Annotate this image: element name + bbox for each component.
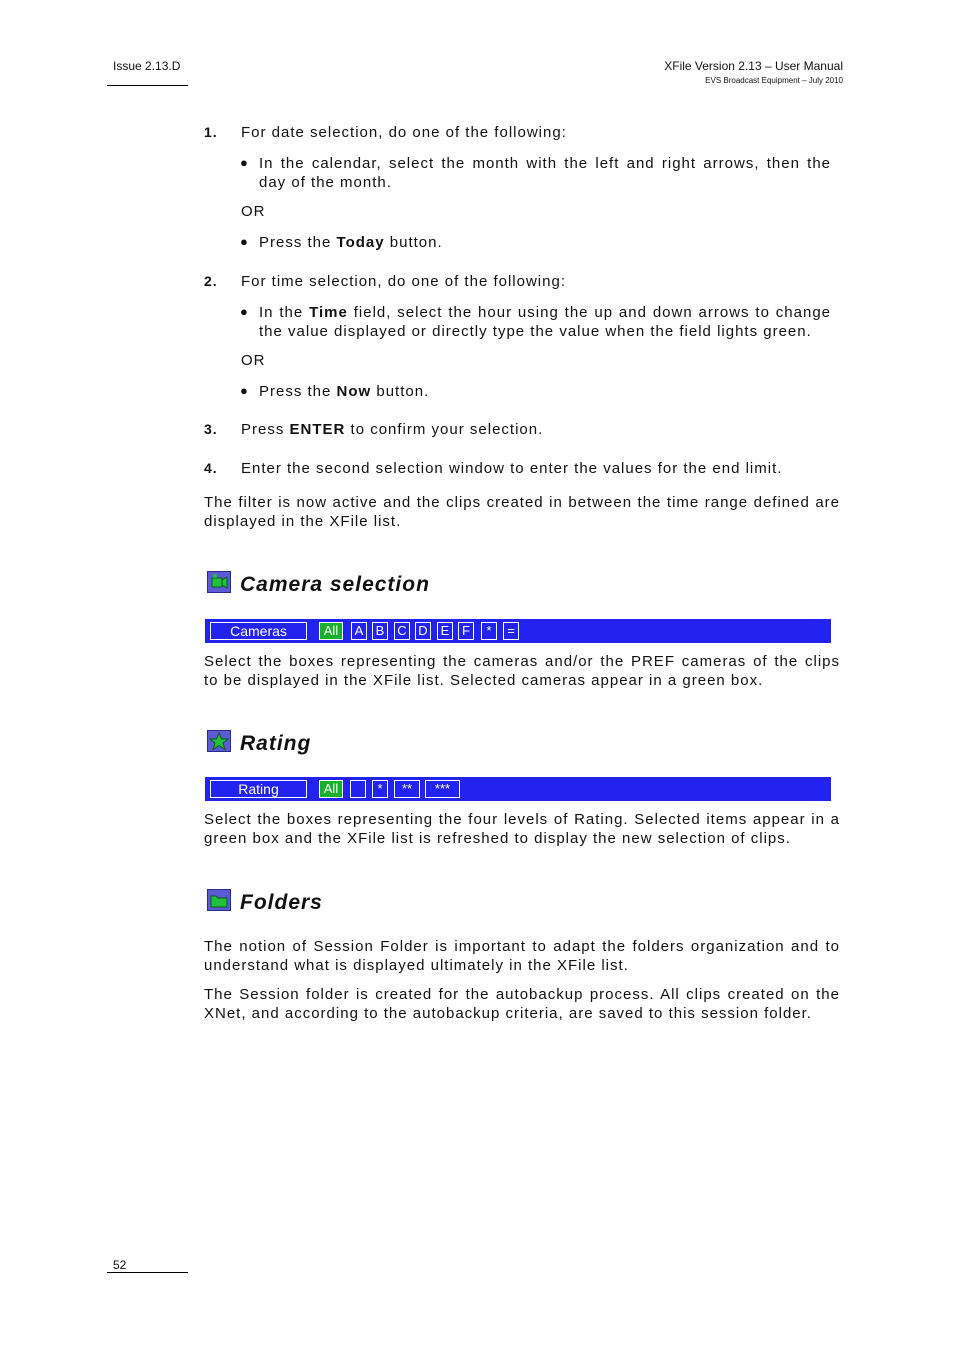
camera-selection-bar (205, 619, 831, 643)
bullet-icon: ● (240, 383, 248, 398)
step-3-text: Press ENTER to confirm your selection. (241, 421, 544, 438)
header-right (664, 59, 843, 85)
footer-rule (107, 1272, 188, 1273)
step-1-bullet-1: In the calendar, select the month with the left and right arrows, then the day of the month. (259, 155, 831, 191)
step-1-number: 1. (204, 124, 218, 140)
step-1-bullet-2: Press the Today button. (259, 234, 443, 251)
bullet-icon: ● (240, 304, 248, 319)
header-issue: Issue 2.13.D (113, 59, 181, 73)
camera-f-button[interactable]: F (458, 622, 474, 640)
folder-icon (207, 889, 231, 911)
step-1-text: For date selection, do one of the following: (241, 124, 567, 141)
rating-section-title: Rating (240, 732, 312, 755)
folders-paragraph-1: The notion of Session Folder is important to adapt the folders organization and to understand what is displayed ultimately in the XFile list. (204, 938, 840, 974)
camera-c-button[interactable]: C (394, 622, 410, 640)
rating-three-star-button[interactable]: *** (425, 780, 460, 798)
filter-paragraph: The filter is now active and the clips created in between the time range defined are displayed in the XFile list. (204, 494, 840, 530)
step-1-or: OR (241, 203, 266, 220)
rating-none-button[interactable] (350, 780, 366, 798)
camera-b-button[interactable]: B (372, 622, 388, 640)
camera-d-button[interactable]: D (415, 622, 431, 640)
rating-all-button[interactable]: All (319, 780, 343, 798)
camera-star-button[interactable]: * (481, 622, 497, 640)
cameras-label: Cameras (210, 622, 307, 640)
camera-paragraph: Select the boxes representing the cameras and/or the PREF cameras of the clips to be displayed in the XFile list. Selected cameras appear in a green box. (204, 653, 840, 689)
step-2-number: 2. (204, 273, 218, 289)
step-2-bullet-2: Press the Now button. (259, 383, 430, 400)
camera-all-button[interactable]: All (319, 622, 343, 640)
step-2-or: OR (241, 352, 266, 369)
step-4-text: Enter the second selection window to enter the values for the end limit. (241, 460, 783, 477)
rating-two-star-button[interactable]: ** (394, 780, 420, 798)
camera-icon (207, 571, 231, 593)
bullet-icon: ● (240, 234, 248, 249)
step-2-bullet-1: In the Time field, select the hour using the up and down arrows to change the value displayed or directly type the value when the field lights green. (259, 304, 832, 340)
camera-section-title: Camera selection (240, 573, 430, 596)
header-rule (107, 85, 188, 86)
bullet-icon: ● (240, 155, 248, 170)
header-title: XFile Version 2.13 – User Manual (664, 59, 843, 73)
rating-one-star-button[interactable]: * (372, 780, 388, 798)
folders-section-title: Folders (240, 891, 323, 914)
page-number: 52 (113, 1258, 127, 1272)
header-subtitle: EVS Broadcast Equipment – July 2010 (705, 76, 843, 85)
folders-paragraph-2: The Session folder is created for the autobackup process. All clips created on the XNet, and according to the autobackup criteria, are saved to this session folder. (204, 986, 840, 1022)
step-2-text: For time selection, do one of the following: (241, 273, 566, 290)
step-4-number: 4. (204, 460, 218, 476)
star-icon (207, 730, 231, 752)
rating-paragraph: Select the boxes representing the four levels of Rating. Selected items appear in a green box and the XFile list is refreshed to display the new selection of clips. (204, 811, 840, 847)
rating-selection-bar (205, 777, 831, 801)
camera-a-button[interactable]: A (351, 622, 367, 640)
camera-pref-button[interactable]: = (503, 622, 519, 640)
rating-label: Rating (210, 780, 307, 798)
step-3-number: 3. (204, 421, 218, 437)
camera-e-button[interactable]: E (437, 622, 453, 640)
